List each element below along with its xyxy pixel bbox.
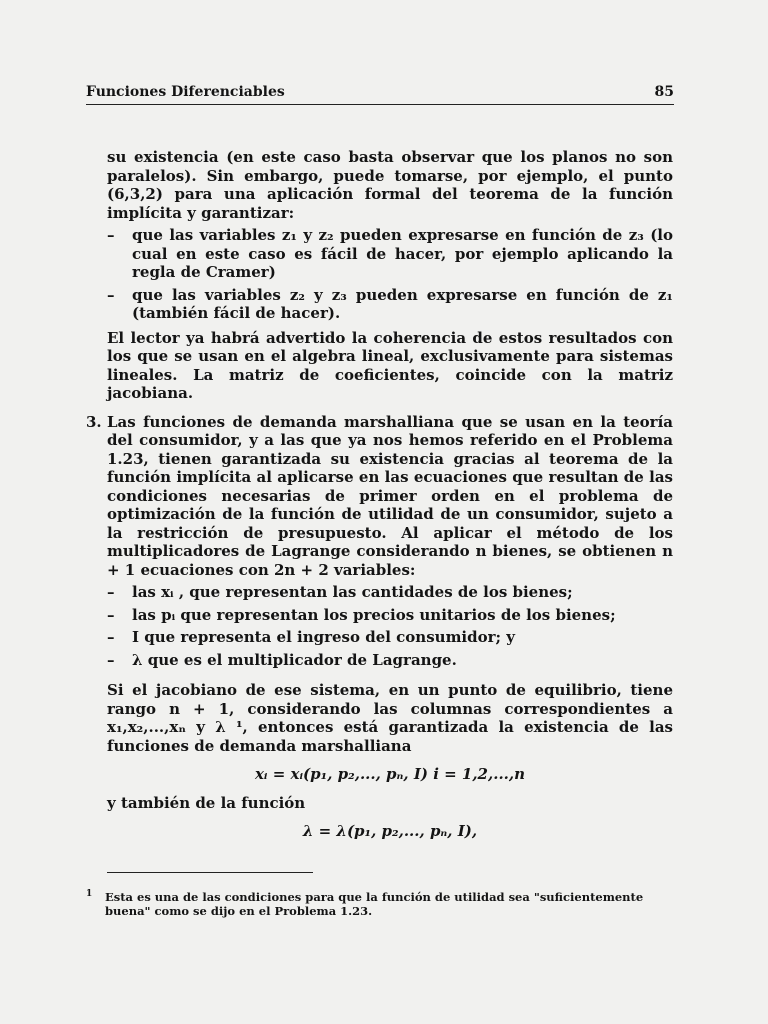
list-item-text: las xᵢ , que representan las cantidades de los bienes;: [132, 583, 573, 601]
numbered-item: [86, 412, 673, 580]
dash-marker: –: [107, 650, 115, 669]
list-item: [107, 583, 673, 602]
list-item-text: que las variables z₁ y z₂ pueden expresarse en función de z₃ (lo cual en este caso es fácil de hacer, por ejemplo aplicando la regla de Cramer): [132, 226, 673, 281]
dash-marker: –: [107, 285, 115, 304]
running-header: [86, 84, 674, 100]
page-number: 85: [654, 84, 674, 100]
equation: λ = λ(p₁, p₂,..., pₙ, I),: [302, 822, 478, 840]
list-item: [107, 651, 673, 670]
footnote-mark: 1: [86, 889, 93, 899]
list-item-text: I que representa el ingreso del consumidor; y: [132, 628, 516, 646]
paragraph: y también de la función: [107, 793, 306, 812]
list-item-text: que las variables z₂ y z₃ pueden expresarse en función de z₁ (también fácil de hacer).: [132, 285, 673, 322]
paragraph: El lector ya habrá advertido la coherencia de estos resultados con los que se usan en el algebra lineal, exclusivamente para sistemas lineales. La matriz de coeficientes, coincide con la matriz jacobiana.: [107, 328, 673, 402]
footnote-text: Esta es una de las condiciones para que la función de utilidad sea "suficientemente buena" como se dijo en el Problema 1.23.: [105, 890, 644, 918]
list-item: [107, 628, 673, 647]
chapter-title: Funciones Diferenciables: [86, 84, 285, 100]
header-rule: [86, 104, 674, 105]
item-text: Las funciones de demanda marshalliana que se usan en la teoría del consumidor, y a las que ya nos hemos referido en el Problema 1.23, tienen garantizada su existencia gracias al teorema de la función implícita al aplicarse en las ecuaciones que resultan de las condiciones necesarias de primer orden en el problema de optimización de la función de utilidad de un consumidor, sujeto a la restricción de presupuesto. Al aplicar el método de los multiplicadores de Lagrange considerando n bienes, se obtienen n + 1 ecuaciones con 2n + 2 variables:: [107, 412, 673, 579]
footnote-rule: [107, 872, 313, 873]
paragraph: Si el jacobiano de ese sistema, en un punto de equilibrio, tiene rango n + 1, considerando las columnas correspondientes a x₁,x₂,...,xₙ y λ ¹, entonces está garantizada la existencia de las funciones de demanda marshalliana: [107, 681, 673, 755]
paragraph: su existencia (en este caso basta observar que los planos no son paralelos). Sin embargo, puede tomarse, por ejemplo, el punto (6,3,2) para una aplicación formal del teorema de la función implícita y garantizar:: [107, 148, 673, 222]
dash-marker: –: [107, 583, 115, 601]
equation: xᵢ = xᵢ(p₁, p₂,..., pₙ, I) i = 1,2,...,n: [254, 765, 526, 783]
item-number: 3.: [86, 412, 102, 431]
footnote: [86, 890, 674, 918]
list-item: [107, 606, 673, 625]
list-item: [107, 286, 673, 323]
list-item-text: λ que es el multiplicador de Lagrange.: [132, 650, 457, 669]
dash-marker: –: [107, 226, 115, 244]
main-text: [86, 148, 673, 851]
list-item: [107, 226, 673, 282]
dash-marker: –: [107, 628, 115, 646]
dash-marker: –: [107, 605, 115, 624]
list-item-text: las pᵢ que representan los precios unitarios de los bienes;: [132, 605, 616, 624]
